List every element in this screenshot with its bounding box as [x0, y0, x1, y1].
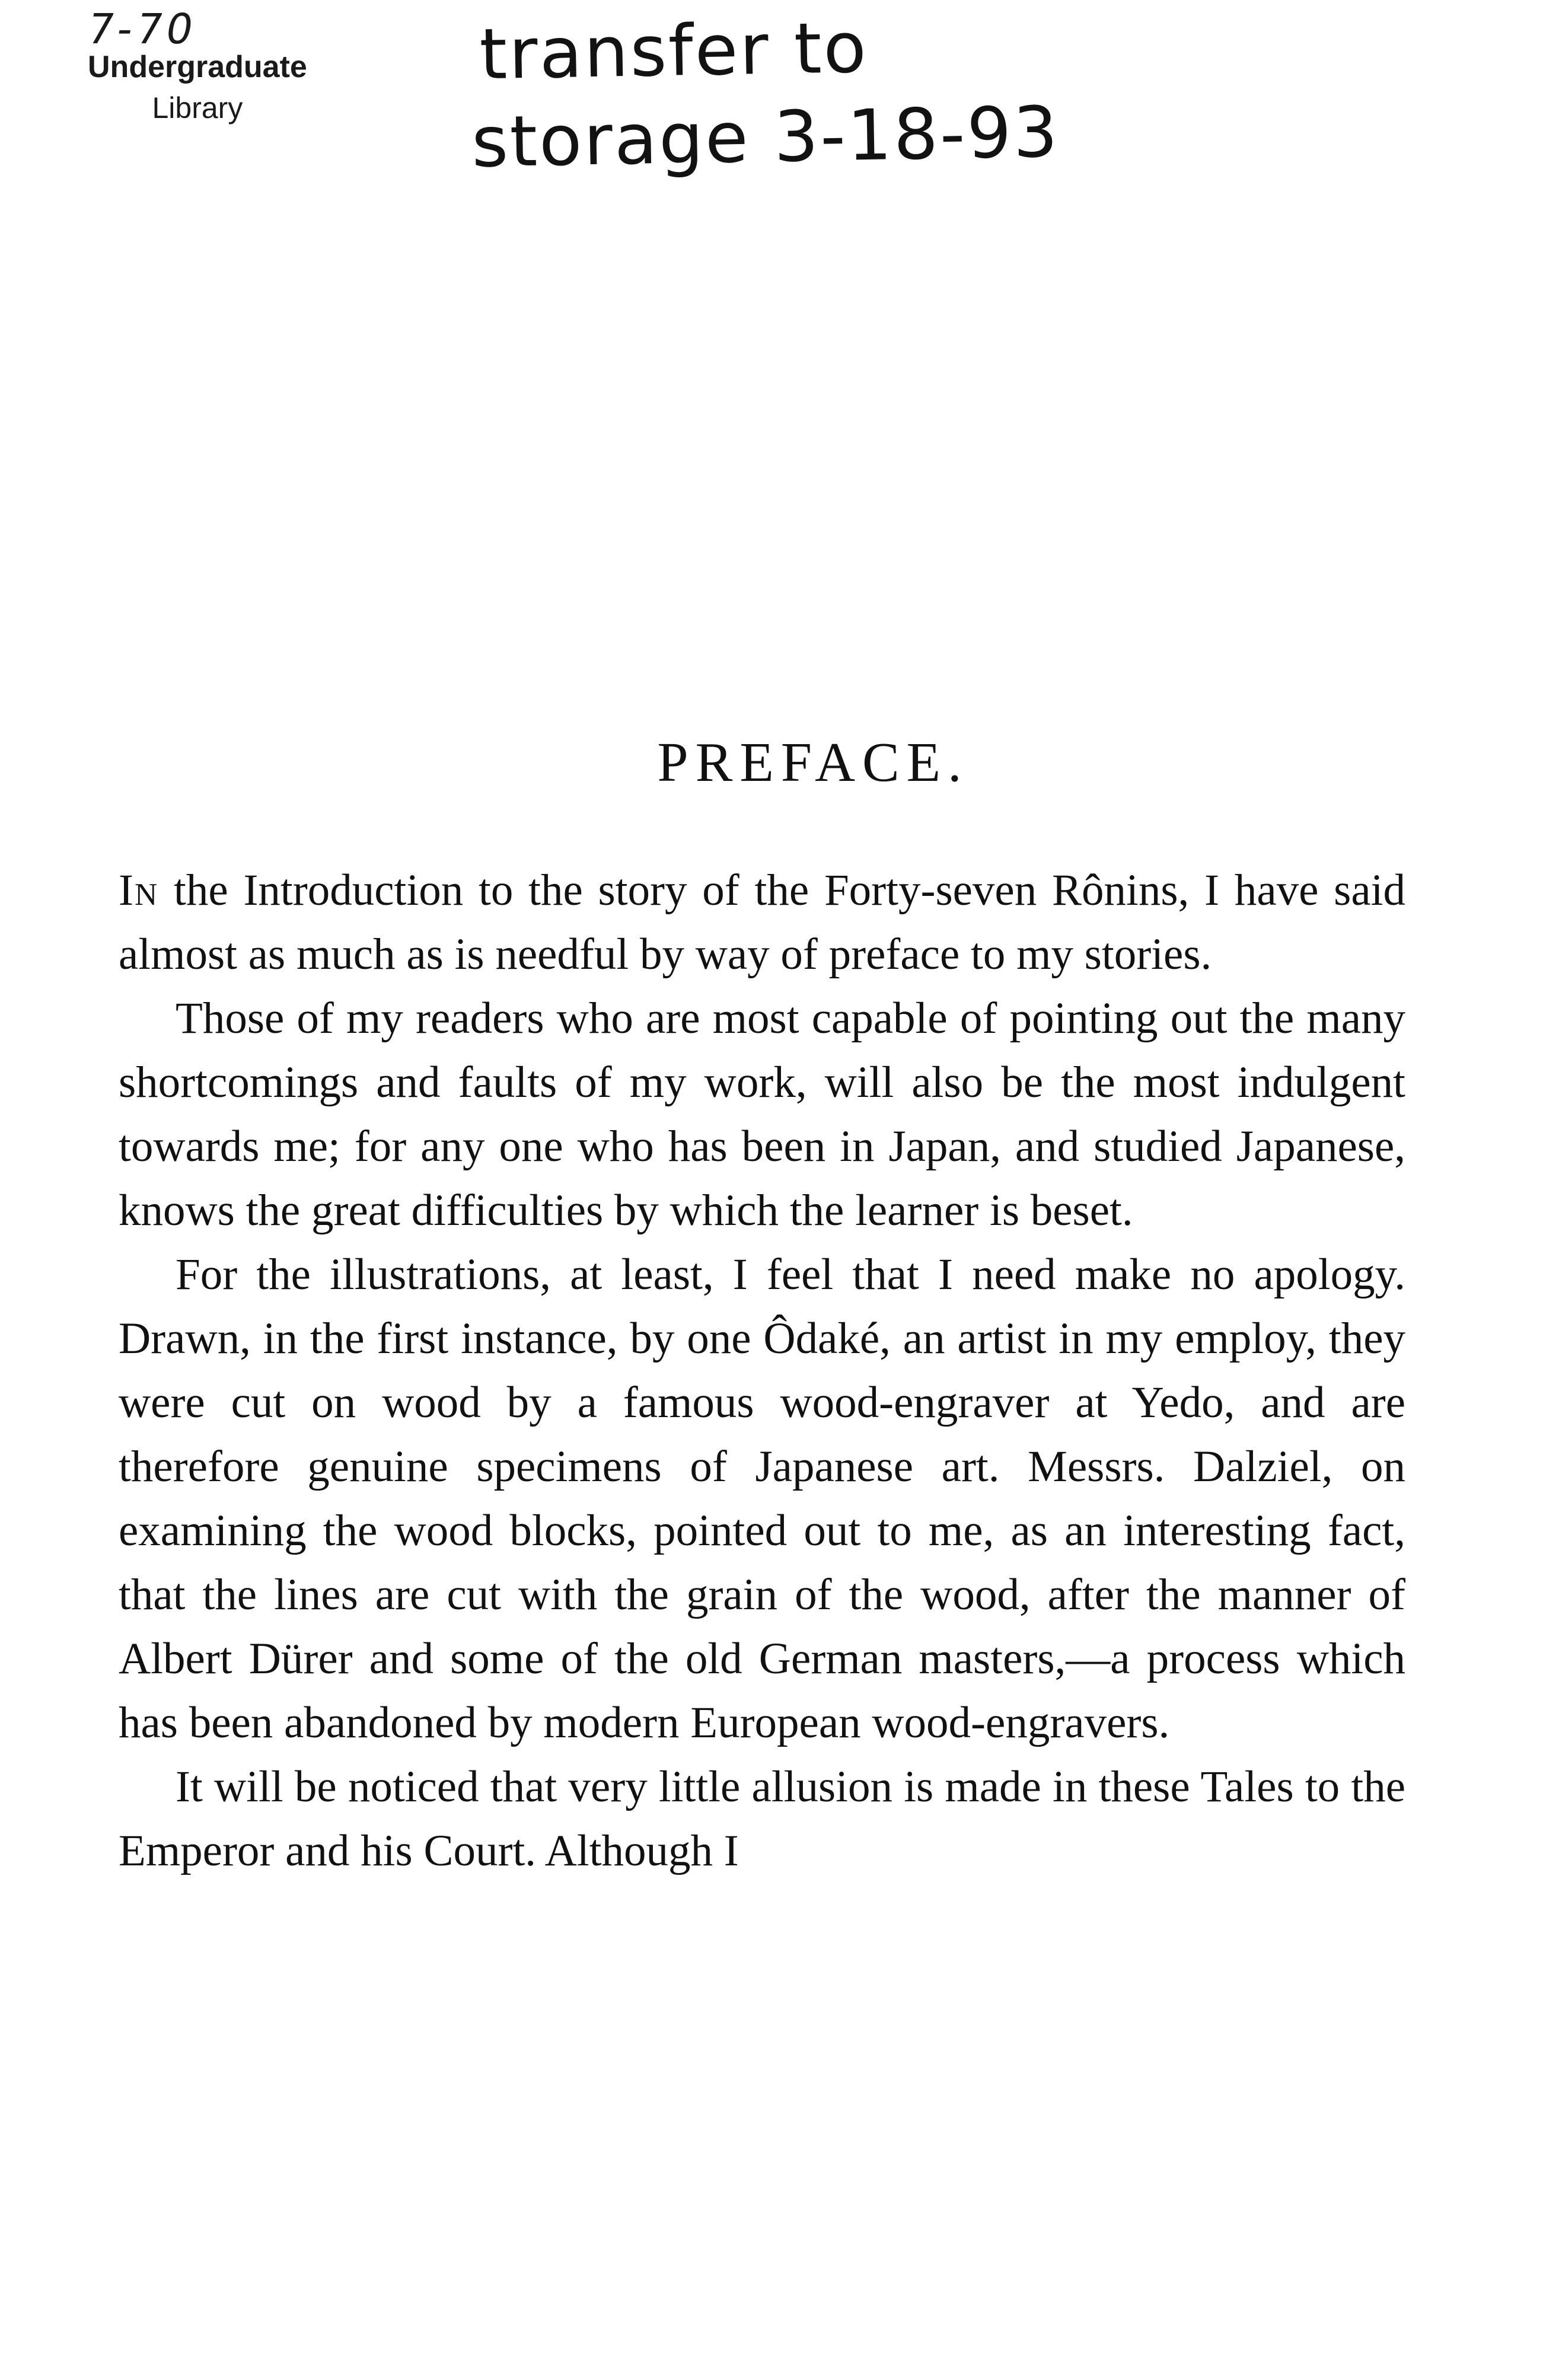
paragraph-4: It will be noticed that very little allusion is made in these Tales to the Emperor and his Court. Although I — [119, 1762, 1405, 1875]
paragraph-2: Those of my readers who are most capable of pointing out the many shortcomings and faults of my work, will also be the most indulgent towards me; for any one who has been in Japan, and studied Japanese, knows the great difficulties by which the learner is beset. — [119, 994, 1405, 1235]
stamp-line-undergraduate: Undergraduate — [88, 50, 307, 84]
paragraph-1-text: the Introduction to the story of the Forty-seven Rônins, I have said almost as much as is needful by way of preface to my stories. — [119, 866, 1405, 979]
stamp-line-library: Library — [152, 91, 243, 125]
preface-body — [119, 859, 1405, 1883]
stamp-marks: 7-70 — [83, 5, 201, 53]
handwritten-note — [467, 6, 1060, 183]
library-stamp — [83, 5, 307, 126]
paragraph-3: For the illustrations, at least, I feel that I need make no apology. Drawn, in the first instance, by one Ôdaké, an artist in my employ, they were cut on wood by a famous wood-engraver at Yedo, and are therefore genuine specimens of Japanese art. Messrs. Dalziel, on examining the wood blocks, pointed out to me, as an interesting fact, that the lines are cut with the grain of the wood, after the manner of Albert Dürer and some of the old German masters,—a process which has been abandoned by modern European wood-engravers. — [119, 1250, 1405, 1747]
handwritten-line-2: storage 3-18-93 — [471, 91, 1060, 183]
handwritten-line-1: transfer to — [479, 6, 869, 95]
paragraph-1 — [119, 859, 1405, 987]
paragraph-1-lead: In — [119, 866, 159, 915]
page-title: PREFACE. — [657, 732, 969, 793]
